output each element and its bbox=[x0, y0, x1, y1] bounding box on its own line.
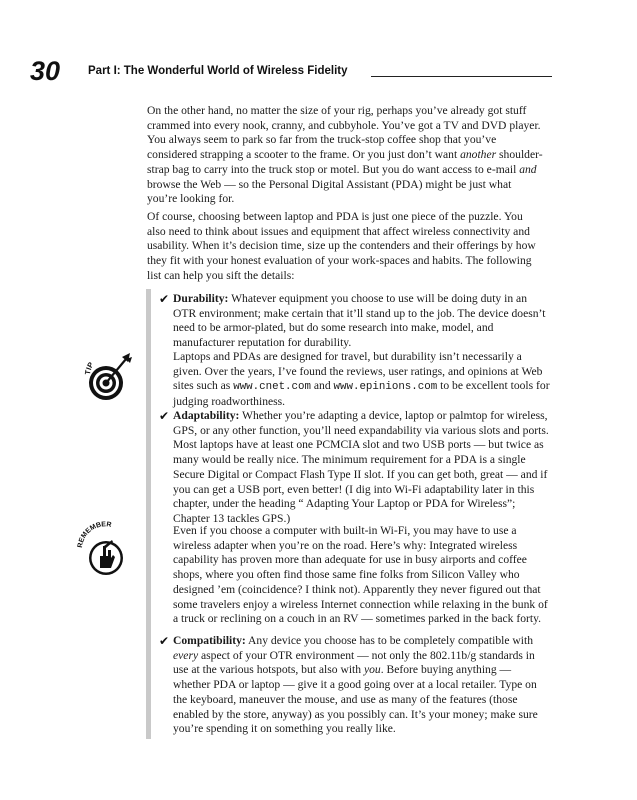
tip-icon bbox=[82, 345, 134, 405]
remember-icon bbox=[76, 518, 134, 580]
page-number: 30 bbox=[30, 56, 61, 86]
paragraph-intro: On the other hand, no matter the size of your rig, perhaps you’ve already got stuff crammed into every nook, cranny, and cubbyhole. You’ve got a TV and DVD player. You always seem to park so far from the truck-stop coffee shop that you’ve considered strapping a scooter to the frame. Or you just don’t want another shoulder-strap bag to carry into the truck stop or motel. But you do want access to e-mail and browse the Web — so the Personal Digital Assistant (PDA) might be just what you’re looking for. bbox=[147, 104, 543, 206]
tip-paragraph: Laptops and PDAs are designed for travel, but durability isn’t necessarily a given. Over the years, I’ve found the reviews, user ratings, and opinions at Web sites such as www.cnet.com and www.epinions.com to be excellent tools for judging roadworthiness. bbox=[173, 350, 550, 409]
list-item-adaptability: ✔ Adaptability: Whether you’re adapting a device, laptop or palmtop for wireless, GPS, or any other function, you’ll need expandability via various slots and ports. Most laptops have at least one PCMCIA slot and two USB ports — but twice as many would be really nice. The minimum requirement for a PDA is a single Secure Digital or Compact Flash Type II slot. If you can get both, great — and if you can get a USB port, even better! (I dig into Wi-Fi adaptability later in this chapter, under the heading “ Adapting Your Laptop or PDA for Wireless”; Chapter 13 tackles GPS.) bbox=[159, 409, 549, 525]
checkmark-icon: ✔ bbox=[159, 292, 170, 306]
page-title: Part I: The Wonderful World of Wireless Fidelity bbox=[88, 65, 348, 77]
remember-paragraph: Even if you choose a computer with built-in Wi-Fi, you may have to use a wireless adapter when you’re on the road. Here’s why: Integrated wireless capability has proven more than adequate for use in busy airports and coffee shops, where you often find those same fine folks from Silicon Valley who designed ’em (coincidence? I think not). Apparently they never figured out that some travelers enjoy a wireless Internet connection while relaxing in the bunk of a truck or reclining on a couch in an RV — sometimes parked in the back forty. bbox=[173, 524, 548, 626]
checkmark-icon: ✔ bbox=[159, 409, 170, 423]
tip-label: TIP bbox=[82, 360, 96, 376]
checkmark-icon: ✔ bbox=[159, 634, 170, 648]
link-epinions: www.epinions.com bbox=[333, 381, 438, 394]
list-item-compatibility: ✔ Compatibility: Any device you choose has to be completely compatible with every aspect of your OTR environment — not only the 802.11b/g standards in use at the various hotspots, but also with you. Before buying anything — whether PDA or laptop — give it a good going over at a local retailer. Type on the keyboard, maneuver the mouse, and use as many of the features (those enabled by the store, anyway) as you possibly can. It’s your money; make sure you’re spending it on something you really like. bbox=[159, 634, 538, 736]
list-item-durability: ✔ Durability: Whatever equipment you choose to use will be doing duty in an OTR environment; make certain that it’ll stand up to the job. The device doesn’t need to be armor-plated, but do some research into make, model, and manufacturer reputation for durability. bbox=[159, 292, 546, 350]
paragraph-choosing: Of course, choosing between laptop and PDA is just one piece of the puzzle. You also need to think about issues and equipment that affect wireless connectivity and usability. When it’s decision time, size up the contenders and their offerings by how they fit with your honest evaluation of your work-spaces and habits. The following list can help you sift the details: bbox=[147, 210, 536, 282]
remember-label: REMEMBER bbox=[76, 521, 112, 549]
link-cnet: www.cnet.com bbox=[233, 381, 311, 394]
header-rule bbox=[371, 76, 552, 77]
list-sidebar-bar bbox=[146, 289, 151, 739]
